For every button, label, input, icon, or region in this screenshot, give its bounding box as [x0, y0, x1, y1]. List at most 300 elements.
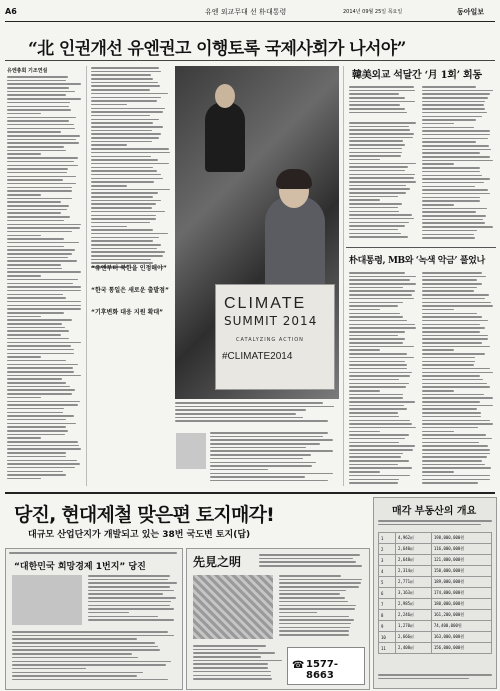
text-line — [7, 334, 61, 336]
text-line — [91, 259, 151, 261]
text-line — [422, 460, 482, 462]
text-line — [422, 276, 486, 278]
text-line — [349, 276, 416, 278]
text-line — [193, 660, 282, 662]
text-line — [422, 156, 490, 158]
property-area: 2,985㎡ — [396, 599, 432, 610]
property-price: 180,000,000원 — [431, 599, 491, 610]
text-line — [91, 78, 153, 80]
right-article-2-col1 — [349, 272, 417, 486]
text-line — [7, 102, 70, 104]
text-line — [349, 211, 399, 213]
text-line — [7, 349, 74, 351]
text-line — [210, 473, 333, 475]
text-line — [193, 675, 271, 677]
text-line — [349, 104, 400, 106]
ad-left-topline — [9, 552, 177, 556]
property-price: 198,000,000원 — [431, 533, 491, 544]
text-line — [91, 226, 127, 228]
text-line — [7, 124, 74, 126]
text-line — [349, 442, 399, 444]
text-line — [91, 89, 150, 91]
text-line — [7, 386, 70, 388]
text-line — [91, 229, 153, 231]
property-row — [379, 632, 492, 643]
ad-left-title: “대한민국 희망경제 1번지” 당진 — [14, 562, 146, 572]
text-line — [210, 436, 323, 438]
text-line — [91, 122, 153, 124]
text-line — [422, 453, 490, 455]
text-line — [349, 313, 400, 315]
text-line — [349, 174, 415, 176]
issue-date: 2014년 09월 25일 목요일 — [343, 9, 403, 15]
property-row — [379, 544, 492, 555]
ad-left-box — [5, 548, 183, 690]
text-line — [349, 438, 405, 440]
text-line — [422, 420, 490, 422]
property-table — [378, 532, 492, 654]
text-line — [422, 149, 491, 151]
text-line — [349, 467, 412, 469]
text-line — [349, 122, 416, 124]
text-line — [88, 590, 174, 592]
text-line — [422, 372, 493, 374]
text-line — [91, 211, 165, 213]
text-line — [422, 456, 487, 458]
text-line — [422, 397, 493, 399]
text-line — [7, 327, 65, 329]
text-line — [279, 590, 346, 592]
text-line — [422, 368, 490, 370]
ad-top-rule — [5, 492, 495, 494]
text-line — [422, 123, 454, 125]
summit-photo — [175, 66, 339, 399]
property-area: 4,962㎡ — [396, 533, 432, 544]
text-line — [91, 108, 165, 110]
text-line — [7, 94, 66, 96]
text-line — [7, 323, 62, 325]
text-line — [7, 378, 62, 380]
text-line — [210, 480, 328, 482]
text-line — [88, 601, 171, 603]
property-area: 2,666㎡ — [396, 632, 432, 643]
property-price: 156,000,000원 — [431, 643, 491, 654]
text-line — [91, 119, 159, 121]
text-line — [349, 449, 413, 451]
text-line — [349, 283, 416, 285]
text-line — [7, 434, 65, 436]
property-no: 5 — [379, 577, 396, 588]
photo-caption — [175, 402, 339, 422]
text-line — [349, 353, 407, 355]
text-line — [422, 272, 482, 274]
text-line — [7, 294, 63, 296]
property-price: 116,000,000원 — [431, 544, 491, 555]
pull-quote-2: “한국 통일은 새로운 출발점” — [91, 287, 169, 294]
text-line — [7, 364, 78, 366]
text-line — [422, 283, 482, 285]
text-line — [422, 208, 487, 210]
text-line — [422, 394, 484, 396]
text-line — [422, 464, 485, 466]
text-line — [12, 631, 168, 633]
text-line — [7, 404, 78, 406]
text-line — [91, 174, 161, 176]
text-line — [422, 163, 454, 165]
text-line — [279, 597, 345, 599]
text-line — [422, 379, 483, 381]
column-divider-right — [343, 66, 344, 486]
text-line — [193, 667, 268, 669]
text-line — [349, 159, 380, 161]
text-line — [349, 372, 412, 374]
text-line — [279, 619, 354, 621]
phone-icon: ☎ — [292, 660, 305, 671]
text-line — [279, 582, 361, 584]
text-line — [422, 104, 484, 106]
text-line — [349, 196, 398, 198]
ad-mid-lower — [193, 645, 283, 683]
text-line — [422, 97, 488, 99]
text-line — [422, 353, 485, 355]
text-line — [7, 235, 41, 237]
text-line — [7, 393, 72, 395]
text-line — [12, 661, 171, 663]
text-line — [210, 465, 312, 467]
text-line — [7, 98, 81, 100]
text-line — [7, 146, 64, 148]
ad-right-footer — [378, 674, 492, 681]
text-line — [422, 313, 477, 315]
text-line — [175, 417, 303, 419]
property-no: 6 — [379, 588, 396, 599]
text-line — [88, 586, 170, 588]
text-line — [7, 80, 66, 82]
text-line — [422, 335, 488, 337]
text-line — [422, 171, 480, 173]
text-line — [422, 279, 477, 281]
text-line — [91, 207, 152, 209]
text-line — [7, 212, 61, 214]
text-line — [7, 419, 66, 421]
text-line — [175, 413, 296, 415]
text-line — [7, 401, 80, 403]
text-line — [91, 156, 151, 158]
text-line — [349, 199, 380, 201]
text-line — [7, 106, 69, 108]
text-line — [91, 74, 151, 76]
text-line — [349, 287, 403, 289]
text-line — [91, 148, 169, 150]
ad-phone-number: 1577-8663 — [306, 659, 338, 681]
text-line — [7, 209, 67, 211]
text-line — [7, 257, 68, 259]
text-line — [210, 458, 303, 460]
pull-quote-3: “기후변화 대응 지원 확대” — [91, 309, 164, 316]
text-line — [279, 575, 341, 577]
text-line — [7, 238, 64, 240]
text-line — [91, 111, 163, 113]
text-line — [422, 186, 475, 188]
property-row — [379, 588, 492, 599]
text-line — [422, 134, 490, 136]
climate-screen — [215, 284, 335, 390]
text-line — [91, 137, 159, 139]
property-price: 161,200,000원 — [431, 610, 491, 621]
ad-mid-text — [279, 575, 363, 639]
text-line — [349, 390, 380, 392]
text-line — [422, 182, 484, 184]
text-line — [12, 638, 137, 640]
right-lede — [349, 86, 417, 116]
text-line — [349, 320, 407, 322]
text-line — [349, 188, 410, 190]
text-line — [422, 327, 485, 329]
text-line — [349, 177, 414, 179]
text-line — [91, 97, 161, 99]
text-line — [91, 93, 168, 95]
ad-right-title: 매각 부동산의 개요 — [392, 506, 477, 517]
property-row — [379, 555, 492, 566]
text-line — [422, 219, 483, 221]
text-line — [7, 312, 64, 314]
headline-rule — [5, 60, 495, 61]
text-line — [7, 87, 69, 89]
right-article-1-col1 — [349, 122, 417, 242]
text-line — [422, 127, 474, 129]
text-line — [91, 126, 163, 128]
text-line — [349, 236, 408, 238]
text-line — [422, 320, 488, 322]
property-no: 10 — [379, 632, 396, 643]
ad-right-panel — [373, 497, 497, 689]
text-line — [7, 168, 68, 170]
text-line — [422, 471, 454, 473]
property-area: 1,270㎡ — [396, 621, 432, 632]
text-line — [422, 364, 474, 366]
ad-left-lower-text — [12, 631, 176, 685]
text-line — [193, 678, 272, 680]
text-line — [7, 316, 41, 318]
text-line — [91, 104, 127, 106]
text-line — [279, 630, 349, 632]
text-line — [422, 357, 475, 359]
text-line — [91, 163, 169, 165]
text-line — [349, 185, 406, 187]
text-line — [12, 642, 155, 644]
text-line — [7, 194, 41, 196]
text-line — [349, 192, 406, 194]
text-line — [7, 448, 81, 450]
text-line — [422, 215, 486, 217]
text-line — [91, 189, 170, 191]
property-no: 9 — [379, 621, 396, 632]
text-line — [422, 427, 478, 429]
text-line — [7, 201, 61, 203]
text-line — [422, 298, 485, 300]
text-line — [422, 346, 490, 348]
text-line — [12, 675, 137, 677]
page-header — [5, 4, 495, 20]
text-line — [422, 93, 490, 95]
text-line — [210, 432, 328, 434]
ad-phone-box — [287, 647, 365, 685]
text-line — [7, 308, 81, 310]
text-line — [193, 656, 261, 658]
text-line — [7, 249, 75, 251]
text-line — [422, 361, 475, 363]
text-line — [422, 390, 454, 392]
text-line — [279, 627, 350, 629]
text-line — [349, 140, 403, 142]
text-line — [279, 601, 348, 603]
text-line — [7, 353, 74, 355]
text-line — [7, 456, 66, 458]
text-line — [422, 108, 485, 110]
text-line — [422, 178, 490, 180]
text-line — [349, 412, 398, 414]
text-line — [91, 85, 160, 87]
text-line — [349, 152, 402, 154]
text-line — [422, 386, 490, 388]
text-line — [91, 240, 153, 242]
right-divider — [346, 247, 496, 248]
text-line — [91, 196, 153, 198]
property-no: 3 — [379, 555, 396, 566]
text-line — [7, 367, 73, 369]
property-area: 2,771㎡ — [396, 577, 432, 588]
text-line — [349, 397, 403, 399]
ad-mid-box — [186, 548, 370, 690]
text-line — [349, 346, 414, 348]
text-line — [7, 286, 81, 288]
text-line — [210, 450, 333, 452]
ad-mid-intro — [259, 554, 363, 572]
text-line — [422, 175, 482, 177]
text-line — [7, 382, 66, 384]
text-line — [7, 423, 76, 425]
text-line — [7, 360, 66, 362]
text-line — [349, 272, 405, 274]
text-line — [279, 605, 356, 607]
text-line — [349, 144, 405, 146]
text-line — [88, 582, 177, 584]
ad-left-text — [88, 575, 178, 625]
text-line — [175, 420, 328, 422]
text-line — [7, 301, 81, 303]
text-line — [422, 101, 485, 103]
text-line — [7, 445, 79, 447]
second-column-text — [91, 67, 171, 486]
text-line — [422, 237, 475, 239]
text-line — [7, 165, 78, 167]
text-line — [349, 298, 414, 300]
text-line — [349, 431, 380, 433]
text-line — [91, 181, 154, 183]
text-line — [349, 423, 412, 425]
text-line — [422, 445, 488, 447]
text-line — [12, 679, 168, 681]
text-line — [7, 437, 41, 439]
text-line — [7, 371, 74, 373]
woman-hair — [276, 169, 312, 189]
text-line — [422, 383, 487, 385]
text-line — [7, 139, 76, 141]
text-line — [279, 579, 362, 581]
text-line — [349, 218, 414, 220]
text-line — [349, 460, 409, 462]
section-title: 유엔 외교무대 선 朴대통령 — [205, 8, 287, 16]
text-line — [279, 612, 317, 614]
text-line — [7, 356, 41, 358]
text-line — [422, 112, 487, 114]
text-line — [7, 183, 76, 185]
text-line — [7, 264, 61, 266]
text-line — [88, 597, 176, 599]
text-line — [12, 672, 143, 674]
text-line — [7, 268, 62, 270]
text-line — [349, 148, 402, 150]
text-line — [422, 167, 480, 169]
text-line — [91, 67, 159, 69]
text-line — [210, 454, 311, 456]
text-line — [7, 412, 63, 414]
text-line — [349, 482, 398, 484]
screen-title-2: SUMMIT 2014 — [224, 314, 318, 328]
property-row — [379, 621, 492, 632]
text-line — [422, 152, 480, 154]
property-area: 2,314㎡ — [396, 566, 432, 577]
text-line — [7, 179, 63, 181]
text-line — [349, 386, 406, 388]
text-line — [91, 71, 161, 73]
property-row — [379, 533, 492, 544]
text-line — [7, 227, 80, 229]
text-line — [91, 170, 157, 172]
text-line — [91, 222, 150, 224]
text-line — [349, 207, 398, 209]
text-line — [349, 294, 412, 296]
text-line — [210, 469, 268, 471]
text-line — [7, 471, 63, 473]
text-line — [422, 438, 492, 440]
text-line — [422, 193, 490, 195]
text-line — [91, 167, 153, 169]
text-line — [349, 379, 399, 381]
text-line — [349, 225, 405, 227]
text-line — [91, 133, 161, 135]
text-line — [7, 463, 80, 465]
text-line — [259, 561, 356, 563]
property-no: 2 — [379, 544, 396, 555]
text-line — [349, 331, 405, 333]
text-line — [422, 482, 478, 484]
text-line — [349, 383, 409, 385]
text-line — [88, 593, 163, 595]
property-price: 74,400,000원 — [431, 621, 491, 632]
text-line — [7, 467, 75, 469]
property-row — [379, 577, 492, 588]
text-line — [7, 283, 73, 285]
text-line — [422, 116, 482, 118]
text-line — [91, 192, 158, 194]
text-line — [422, 475, 490, 477]
text-line — [91, 82, 158, 84]
text-line — [91, 178, 163, 180]
text-line — [349, 357, 414, 359]
ad-right-note — [378, 520, 492, 527]
text-line — [349, 93, 399, 95]
